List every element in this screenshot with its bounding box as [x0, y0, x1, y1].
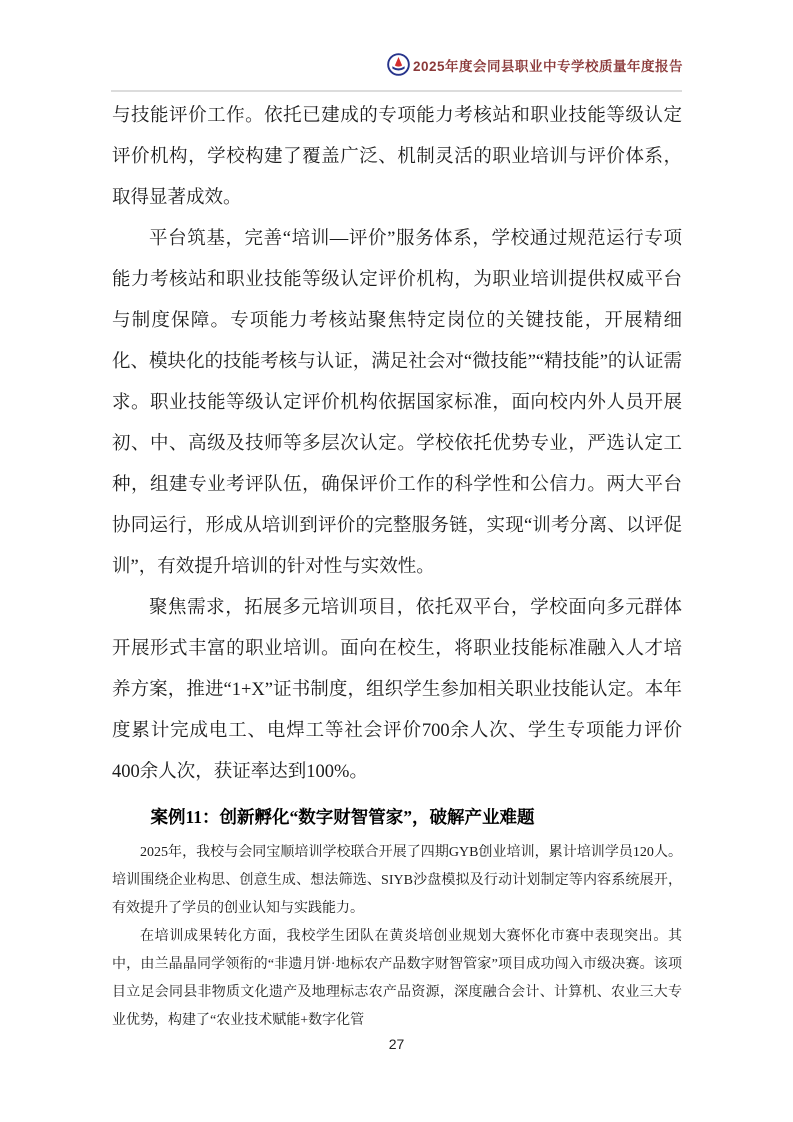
header-divider — [111, 90, 682, 92]
body-paragraph: 聚焦需求，拓展多元培训项目，依托双平台，学校面向多元群体开展形式丰富的职业培训。面向在校生，将职业技能标准融入人才培养方案，推进“1+X”证书制度，组织学生参加相关职业技能认定。本年度累计完成电工、电焊工等社会评价700余人次、学生专项能力评价400余人次，获证率达到100%。 — [112, 598, 682, 782]
body-paragraph: 平台筑基，完善“培训—评价”服务体系，学校通过规范运行专项能力考核站和职业技能等级认定评价机构，为职业培训提供权威平台与制度保障。专项能力考核站聚焦特定岗位的关键技能，开展精细化、模块化的技能考核与认证，满足社会对“微技能”“精技能”的认证需求。职业技能等级认定评价机构依据国家标准，面向校内外人员开展初、中、高级及技师等多层次认定。学校依托优势专业，严选认定工种，组建专业考评队伍，确保评价工作的科学性和公信力。两大平台协同运行，形成从培训到评价的完整服务链，实现“训考分离、以评促训”，有效提升培训的针对性与实效性。 — [112, 229, 682, 577]
page-footer — [0, 1036, 793, 1054]
case-study-paragraph: 2025年，我校与会同宝顺培训学校联合开展了四期GYB创业培训，累计培训学员120人。培训围绕企业构思、创意生成、想法筛选、SIYB沙盘模拟及行动计划制定等内容系统展开，有效提升了学员的创业认知与实践能力。 — [112, 845, 682, 916]
header-title: 2025年度会同县职业中专学校质量年度报告 — [412, 58, 683, 74]
school-logo-icon — [387, 53, 410, 76]
case-study-paragraph: 在培训成果转化方面，我校学生团队在黄炎培创业规划大赛怀化市赛中表现突出。其中，由兰晶晶同学领衔的“非遗月饼·地标农产品数字财智管家”项目成功闯入市级决赛。该项目立足会同县非物质文化遗产及地理标志农产品资源，深度融合会计、计算机、农业三大专业优势，构建了“农业技术赋能+数字化管 — [112, 929, 682, 1028]
body-paragraph-continued: 与技能评价工作。依托已建成的专项能力考核站和职业技能等级认定评价机构，学校构建了覆盖广泛、机制灵活的职业培训与评价体系，取得显著成效。 — [112, 106, 682, 208]
case-study-heading: 案例11：创新孵化“数字财智管家”，破解产业难题 — [150, 807, 535, 827]
page-number: 27 — [388, 1036, 405, 1052]
page-header — [387, 53, 683, 76]
page-body — [112, 96, 682, 1035]
